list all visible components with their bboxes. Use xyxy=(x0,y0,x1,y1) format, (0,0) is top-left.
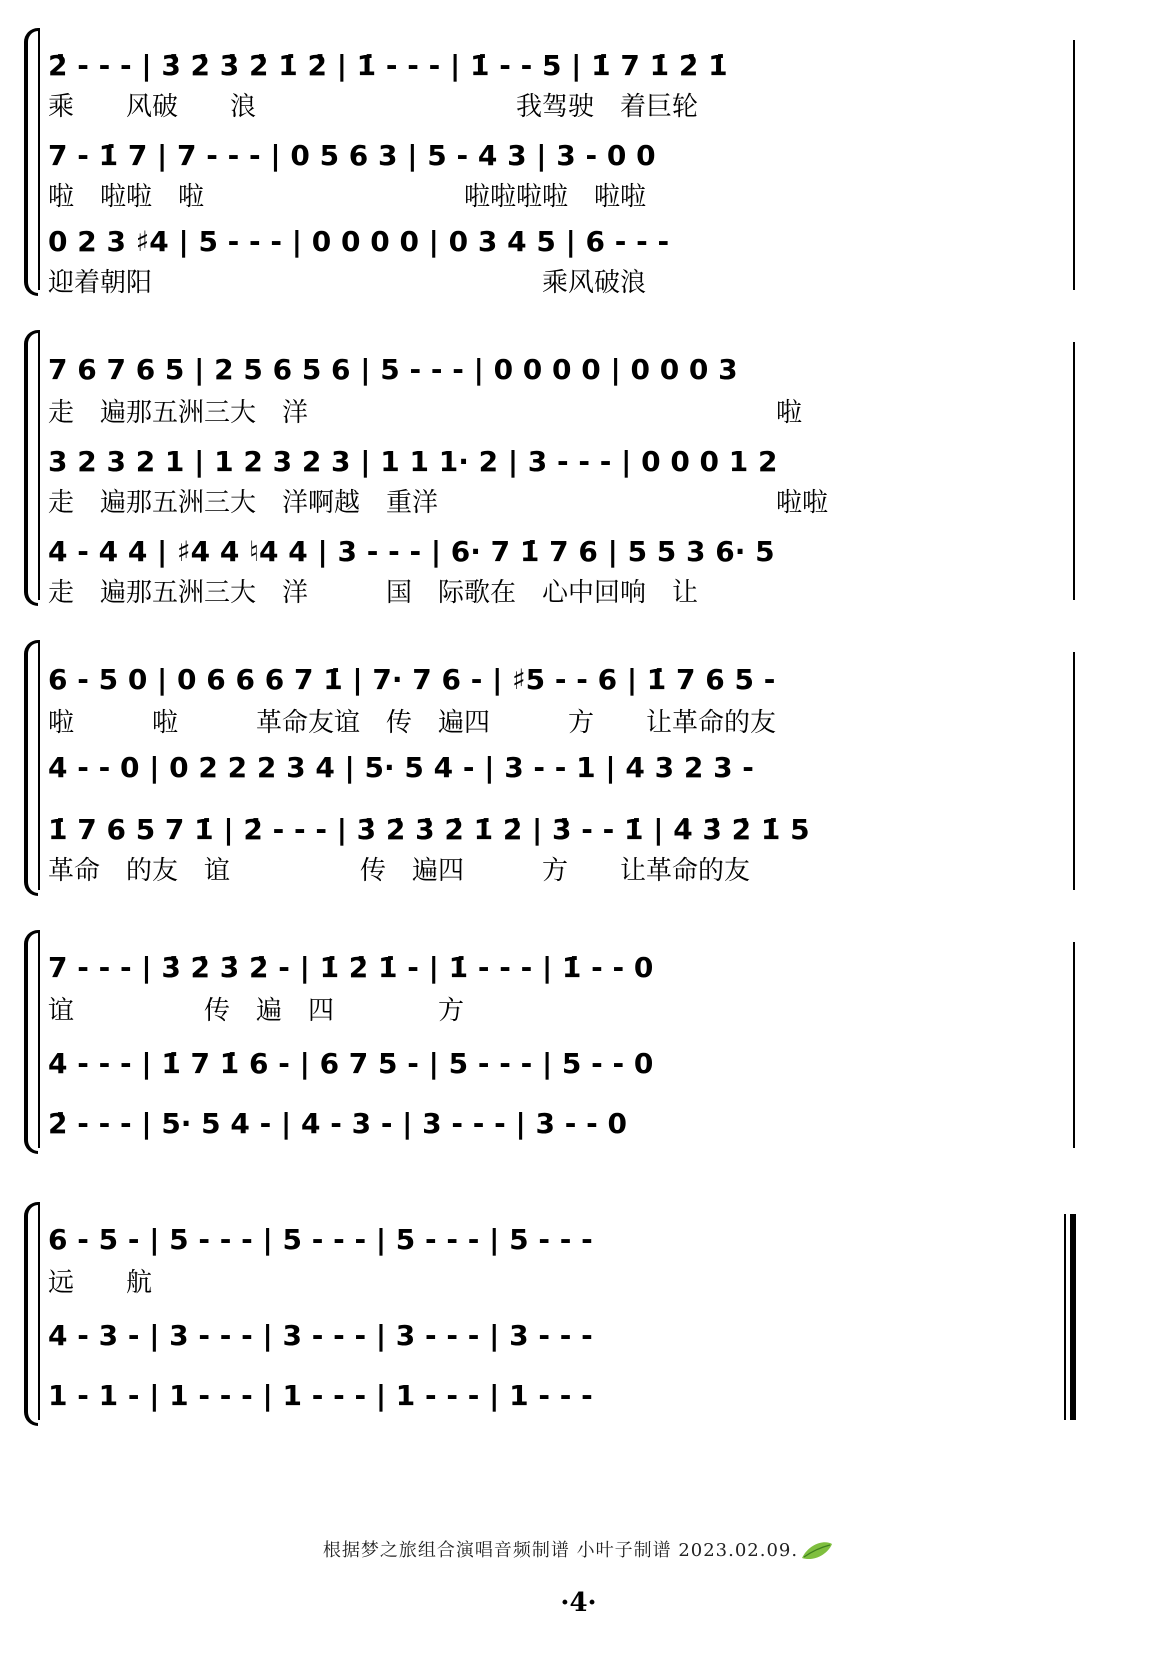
lyrics-row-soprano: 乘 风破 浪 我驾驶 着巨轮 xyxy=(48,92,699,122)
notes-row-alto: 4 - 3 - | 3 - - - | 3 - - - | 3 - - - | 3 - - - xyxy=(48,1319,593,1352)
score-system-3 xyxy=(0,632,1157,902)
notes-row-bass: 1 - 1 - | 1 - - - | 1 - - - | 1 - - - | 1 - - - xyxy=(48,1379,593,1412)
system-bracket xyxy=(24,330,38,606)
system-bracket xyxy=(24,930,38,1154)
notes-row-soprano: 7 6 7 6 5 | 2 5 6 5 6 | 5 - - - | 0 0 0 0 | 0 0 0 3 xyxy=(48,353,738,386)
page-number: ·4· xyxy=(560,1588,597,1618)
notes-row-soprano: 7 - - - | 3̇ 2̇ 3̇ 2̇ - | 1̇ 2̇ 1̇ - | 1̇ - - - | 1̇ - - 0 xyxy=(48,951,654,984)
notes-row-bass: 2̇ - - - | 5· 5 4 - | 4 - 3 - | 3 - - - | 3 - - 0 xyxy=(48,1107,627,1140)
notes-row-soprano: 6 - 5 0 | 0 6 6 6 7 1̇ | 7· 7 6 - | ♯5 - - 6 | 1̇ 7 6 5 - xyxy=(48,663,776,696)
barline-end xyxy=(1073,942,1075,1148)
lyrics-row-soprano: 远 航 xyxy=(48,1268,153,1298)
score-system-1 xyxy=(0,20,1157,300)
barline-end xyxy=(1073,40,1075,290)
final-barline-thin xyxy=(1064,1214,1066,1420)
barline-end xyxy=(1073,342,1075,600)
notes-row-bass: 0 2 3 ♯4 | 5 - - - | 0 0 0 0 | 0 3 4 5 | 6 - - - xyxy=(48,225,670,258)
system-bracket xyxy=(24,640,38,896)
lyrics-row-soprano: 啦 啦 革命友谊 传 遍四 方 让革命的友 xyxy=(48,708,777,738)
system-bracket xyxy=(24,28,38,296)
barline-end xyxy=(1073,652,1075,890)
lyrics-row-soprano: 谊 传 遍 四 方 xyxy=(48,996,465,1026)
score-system-2 xyxy=(0,322,1157,612)
score-system-4 xyxy=(0,920,1157,1160)
lyrics-row-bass: 走 遍那五洲三大 洋 国 际歌在 心中回响 让 xyxy=(48,578,699,608)
notes-row-alto: 4 - - 0 | 0 2 2 2 3 4 | 5· 5 4 - | 3 - - 1 | 4 3 2 3 - xyxy=(48,751,754,784)
final-barline-thick xyxy=(1070,1214,1076,1420)
notes-row-bass: 1̇ 7 6 5 7 1̇ | 2̇ - - - | 3̇ 2̇ 3̇ 2̇ 1̇ 2̇ | 3̇ - - 1̇ | 4̇ 3̇ 2̇ 1̇ 5 xyxy=(48,813,810,846)
system-bracket xyxy=(24,1202,38,1426)
system-line xyxy=(38,1202,40,1420)
notes-row-soprano: 6 - 5 - | 5 - - - | 5 - - - | 5 - - - | 5 - - - xyxy=(48,1223,593,1256)
system-line xyxy=(38,28,40,290)
lyrics-row-bass: 革命 的友 谊 传 遍四 方 让革命的友 xyxy=(48,856,751,886)
notes-row-bass: 4 - 4 4 | ♯4 4 ♮4 4 | 3 - - - | 6· 7 1̇ 7 6 | 5 5 3 6· 5 xyxy=(48,535,775,568)
credit-line xyxy=(0,1536,1157,1562)
lyrics-row-soprano: 走 遍那五洲三大 洋 啦 xyxy=(48,398,803,428)
notes-row-soprano: 2̇ - - - | 3̇ 2̇ 3̇ 2̇ 1̇ 2̇ | 1̇ - - - | 1̇ - - 5 | 1̇ 7 1̇ 2̇ 1̇ xyxy=(48,49,728,82)
credit-text: 根据梦之旅组合演唱音频制谱 小叶子制谱 2023.02.09. xyxy=(322,1540,799,1561)
lyrics-row-alto: 走 遍那五洲三大 洋啊越 重洋 啦啦 xyxy=(48,488,829,518)
notes-row-alto: 4 - - - | 1̇ 7 1̇ 6 - | 6 7 5 - | 5 - - - | 5 - - 0 xyxy=(48,1047,654,1080)
score-system-5 xyxy=(0,1192,1157,1432)
lyrics-row-bass: 迎着朝阳 乘风破浪 xyxy=(48,268,647,298)
leaf-icon xyxy=(800,1540,834,1562)
notes-row-alto: 7 - 1̇ 7 | 7 - - - | 0 5 6 3 | 5 - 4 3 | 3 - 0 0 xyxy=(48,139,656,172)
system-line xyxy=(38,930,40,1148)
system-line xyxy=(38,640,40,890)
lyrics-row-alto: 啦 啦啦 啦 啦啦啦啦 啦啦 xyxy=(48,182,647,212)
system-line xyxy=(38,330,40,600)
notes-row-alto: 3 2 3 2 1 | 1 2 3 2 3 | 1 1 1· 2 | 3 - - - | 0 0 0 1 2 xyxy=(48,445,778,478)
